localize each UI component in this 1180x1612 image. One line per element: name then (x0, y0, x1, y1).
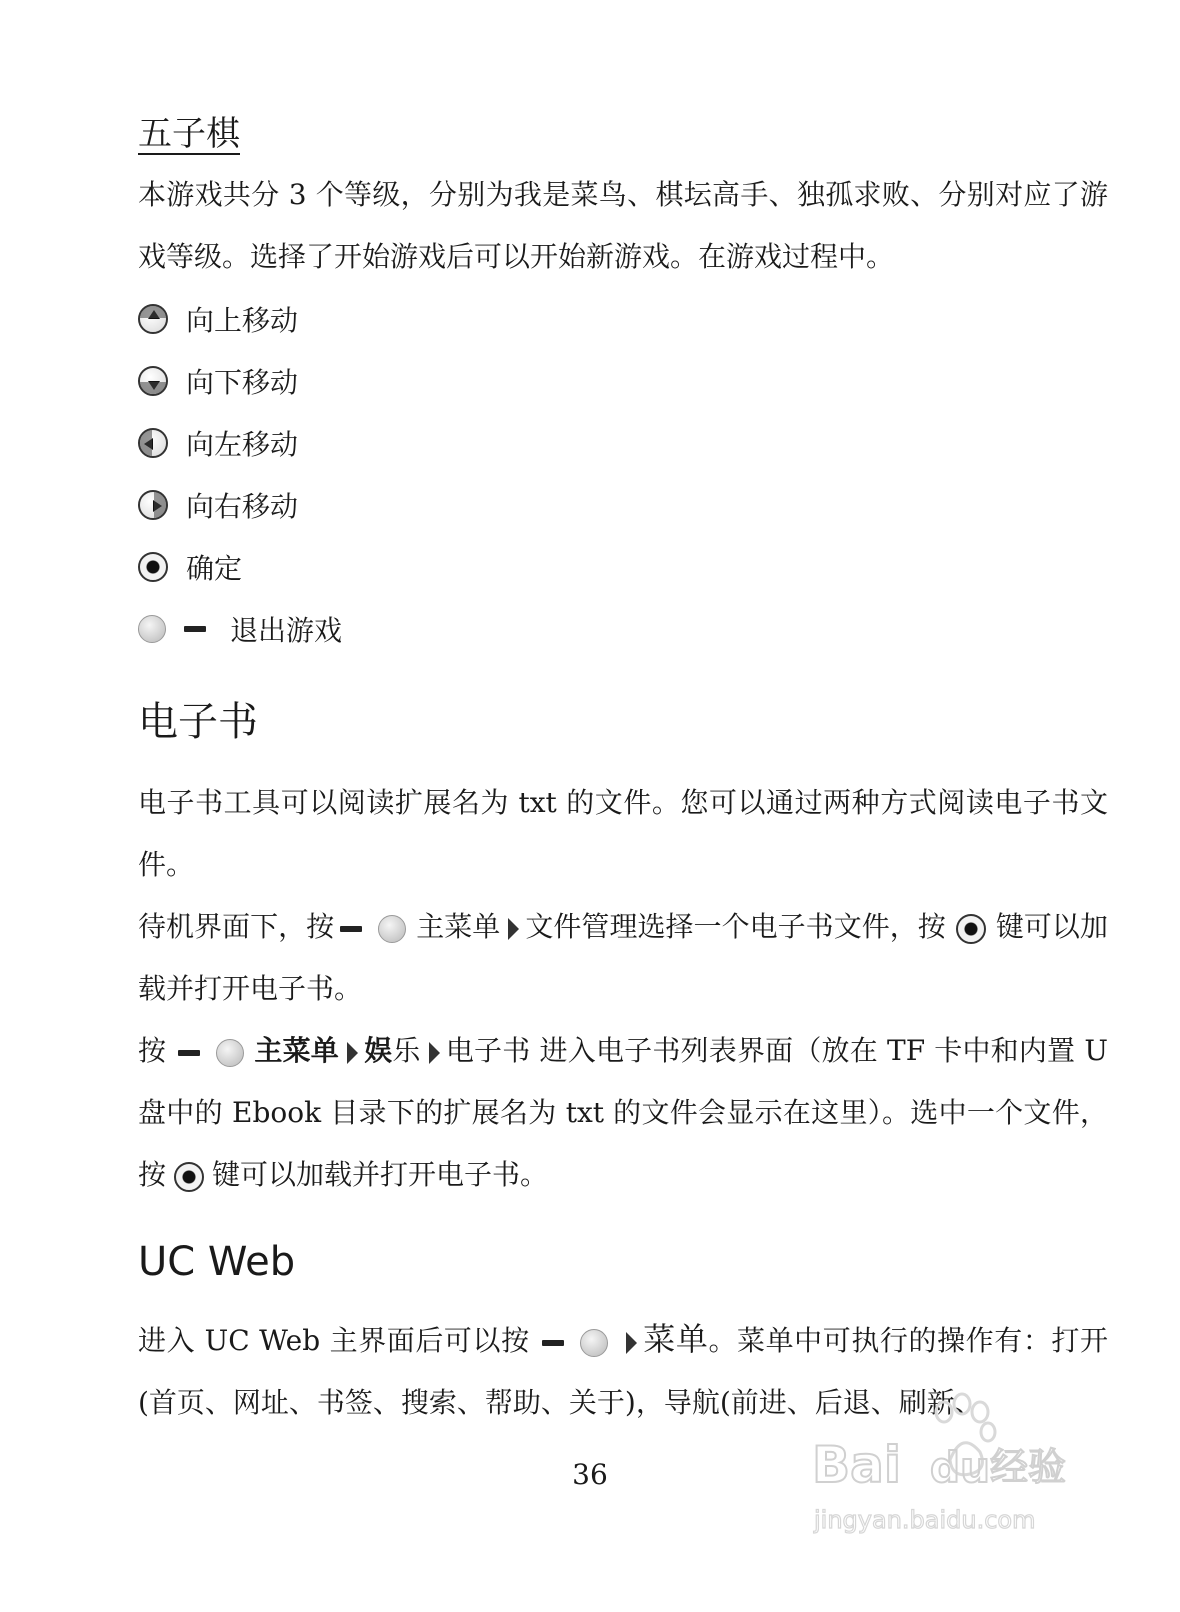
control-label: 确定 (186, 552, 243, 585)
control-label: 向下移动 (186, 366, 299, 399)
arrow-right-icon (347, 1042, 358, 1064)
method-text: 键可以加载并打开电子书。 (138, 910, 1108, 1005)
softkey-minus-icon (340, 926, 362, 932)
svg-text:du: du (930, 1443, 990, 1492)
nav-down-icon (138, 366, 168, 396)
control-row-up (138, 288, 1108, 350)
method-text: 按 (138, 1034, 167, 1067)
control-row-left (138, 412, 1108, 474)
method-text: 待机界面下，按 (138, 910, 335, 943)
softkey-button-icon (580, 1329, 608, 1357)
softkey-button-icon (216, 1039, 244, 1067)
menu-text: 主菜单 (416, 910, 501, 943)
control-row-down (138, 350, 1108, 412)
softkey-minus-icon (178, 1050, 200, 1056)
arrow-right-icon (429, 1042, 440, 1064)
menu-text: 菜单 (642, 1320, 709, 1358)
ucweb-rest: 。菜单中可执行的操作有：打开(首页、网址、书签、搜索、帮助、关于)，导航(前进、后退、刷新、 (138, 1324, 1108, 1419)
nav-right-icon (138, 490, 168, 520)
svg-text:Bai: Bai (812, 1436, 901, 1494)
page-number: 36 (572, 1458, 608, 1491)
gomoku-heading: 五子棋 (138, 114, 240, 154)
ebook-intro: 电子书工具可以阅读扩展名为 txt 的文件。您可以通过两种方式阅读电子书文件。 (138, 786, 1108, 881)
softkey-minus-icon (184, 626, 206, 632)
ebook-method-standby (138, 896, 1108, 1020)
control-label: 退出游戏 (230, 614, 343, 647)
ok-key-icon (138, 552, 168, 582)
ucweb-prefix: 进入 UC Web 主界面后可以按 (138, 1324, 530, 1357)
arrow-right-icon (508, 918, 519, 940)
control-row-right (138, 474, 1108, 536)
control-row-ok (138, 536, 1108, 598)
gomoku-intro: 本游戏共分 3 个等级，分别为我是菜鸟、棋坛高手、独孤求败、分别对应了游戏等级。选择了开始游戏后可以开始新游戏。在游戏过程中。 (138, 178, 1108, 273)
control-label: 向上移动 (186, 304, 299, 337)
nav-left-icon (138, 428, 168, 458)
method-text: 进入电子书列表界面（放在 TF 卡中和内置 U 盘中的 Ebook 目录下的扩展名为 txt 的文件会显示在这里）。选中一个文件，按 (138, 1034, 1108, 1191)
svg-text:经验: 经验 (990, 1445, 1067, 1489)
page-content (138, 110, 1108, 1434)
arrow-right-icon (626, 1332, 637, 1354)
ebook-text: 电子书 (445, 1034, 531, 1067)
softkey-button-icon (378, 915, 406, 943)
softkey-button-icon (138, 615, 166, 643)
method-text: 键可以加载并打开电子书。 (212, 1158, 549, 1191)
menu-text: 主菜单 (254, 1034, 340, 1067)
svg-text:jingyan.baidu.com: jingyan.baidu.com (814, 1506, 1036, 1534)
nav-up-icon (138, 304, 168, 334)
control-row-exit (138, 598, 1108, 660)
entertainment-text-bold: 娱 (364, 1034, 393, 1067)
entertainment-text: 乐 (392, 1034, 421, 1067)
ebook-method-menu (138, 1020, 1108, 1206)
ucweb-heading: UC Web (138, 1239, 296, 1285)
control-label: 向左移动 (186, 428, 299, 461)
ebook-heading: 电子书 (138, 699, 258, 745)
control-label: 向右移动 (186, 490, 299, 523)
ok-key-icon (956, 914, 986, 944)
method-text: 文件管理选择一个电子书文件，按 (525, 910, 946, 943)
softkey-minus-icon (542, 1340, 564, 1346)
ok-key-icon (174, 1162, 204, 1192)
baidu-watermark-logo (812, 1390, 1082, 1540)
